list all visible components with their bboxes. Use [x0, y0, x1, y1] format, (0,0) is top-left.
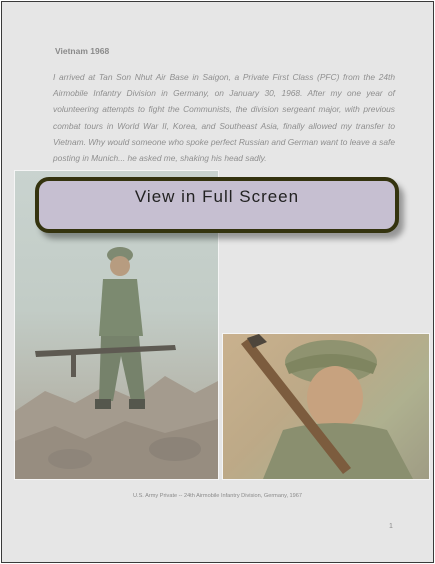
document-page [1, 1, 434, 563]
view-full-screen-label: View in Full Screen [134, 187, 300, 206]
body-paragraph: I arrived at Tan Son Nhut Air Base in Saigon, a Private First Class (PFC) from the 24th Airmobile Infantry Division in Germany, on January 30, 1968. After my one year of volunteering attempts to fight the Communists, the division sergeant major, with previous combat tours in World War II, Korea, and Southeast Asia, finally allowed my transfer to Vietnam. Why would someone who spoke perfect Russian and German want to leave a safe posting in Munich... he asked me, shaking his head sadly. [53, 72, 395, 164]
photo-caption: U.S. Army Private -- 24th Airmobile Infantry Division, Germany, 1967 [132, 493, 302, 499]
page-title: Vietnam 1968 [55, 46, 110, 56]
photo-soldier-portrait [223, 334, 429, 479]
page-number: 1 [389, 523, 393, 530]
view-full-screen-button[interactable] [35, 177, 399, 233]
